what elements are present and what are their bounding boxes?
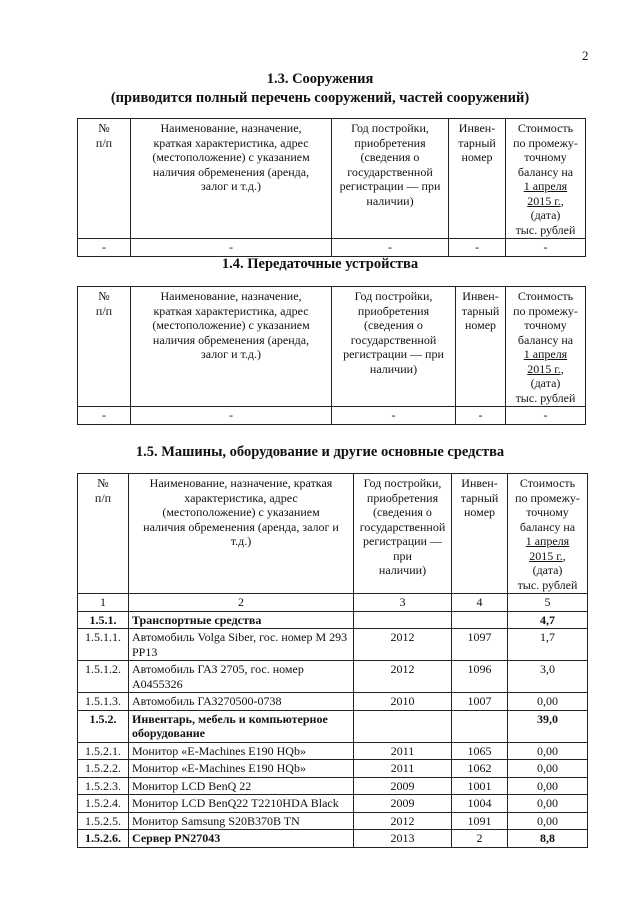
- row-year: 2010: [354, 693, 452, 711]
- row-number: 1.5.1.1.: [78, 629, 129, 661]
- row-inventory: 1096: [452, 661, 508, 693]
- section-1-5-title: 1.5. Машины, оборудование и другие основные средства: [135, 444, 505, 460]
- row-inventory: [452, 710, 508, 742]
- table-row: [78, 693, 588, 711]
- table-row: - - - - -: [78, 239, 586, 257]
- row-name: Инвентарь, мебель и компьютерное оборудование: [129, 710, 354, 742]
- row-number: 1.5.2.3.: [78, 777, 129, 795]
- col-name-header: Наименование, назначение, краткая характеристика, адрес (местоположение) с указанием наличия обременения (аренда, залог и т.д.): [131, 287, 332, 407]
- section-1-4-title: 1.4. Передаточные устройства: [221, 256, 419, 272]
- row-cost: 8,8: [508, 830, 588, 848]
- row-year: 2012: [354, 812, 452, 830]
- row-number: 1.5.1.2.: [78, 661, 129, 693]
- col-inventory-header: Инвен- тарный номер: [449, 119, 506, 239]
- row-number: 1.5.2.: [78, 710, 129, 742]
- row-number: 1.5.1.3.: [78, 693, 129, 711]
- row-name: Монитор «E-Machines E190 HQb»: [129, 760, 354, 778]
- col-year-header: Год постройки, приобретения (сведения о государственной регистрации — при наличии): [332, 119, 449, 239]
- row-year: 2009: [354, 795, 452, 813]
- row-number: 1.5.2.4.: [78, 795, 129, 813]
- row-cost: 0,00: [508, 760, 588, 778]
- row-year: 2011: [354, 760, 452, 778]
- transmission-devices-table: [77, 286, 586, 425]
- category-row: [78, 710, 588, 742]
- table-header-row: [78, 119, 586, 239]
- row-cost: 0,00: [508, 742, 588, 760]
- table-row: [78, 661, 588, 693]
- row-inventory: 1091: [452, 812, 508, 830]
- col-cost-header: Стоимость по промежу- точному балансу на 1 апреля 2015 г., (дата) тыс. рублей: [506, 287, 586, 407]
- table-row: [78, 760, 588, 778]
- section-1-3-subtitle: (приводится полный перечень сооружений, частей сооружений): [110, 90, 530, 106]
- row-name: Автомобиль Volga Siber, гос. номер М 293 РР13: [129, 629, 354, 661]
- row-year: 2012: [354, 661, 452, 693]
- row-number: 1.5.2.2.: [78, 760, 129, 778]
- section-1-3-title: 1.3. Сооружения: [266, 71, 374, 87]
- table-row: [78, 777, 588, 795]
- row-number: 1.5.2.5.: [78, 812, 129, 830]
- machinery-table: [77, 473, 588, 848]
- row-number: 1.5.2.6.: [78, 830, 129, 848]
- row-year: [354, 611, 452, 629]
- table-row: [78, 742, 588, 760]
- row-name: Автомобиль ГАЗ270500-0738: [129, 693, 354, 711]
- category-row: [78, 611, 588, 629]
- col-cost-header: Стоимость по промежу- точному балансу на 1 апреля 2015 г., (дата) тыс. рублей: [506, 119, 586, 239]
- col-number-header: № п/п: [78, 119, 131, 239]
- row-number: 1.5.2.1.: [78, 742, 129, 760]
- row-name: Транспортные средства: [129, 611, 354, 629]
- row-inventory: 1004: [452, 795, 508, 813]
- col-name-header: Наименование, назначение, краткая характеристика, адрес (местоположение) с указанием наличия обременения (аренда, залог и т.д.): [129, 474, 354, 594]
- row-name: Монитор LCD BenQ22 T2210HDA Black: [129, 795, 354, 813]
- col-inventory-header: Инвен- тарный номер: [456, 287, 506, 407]
- table-row: - - - - -: [78, 407, 586, 425]
- row-inventory: 1007: [452, 693, 508, 711]
- table-header-row: [78, 474, 588, 594]
- row-year: 2009: [354, 777, 452, 795]
- row-name: Автомобиль ГАЗ 2705, гос. номер А0455326: [129, 661, 354, 693]
- col-cost-header: Стоимость по промежу- точному балансу на 1 апреля 2015 г., (дата) тыс. рублей: [508, 474, 588, 594]
- table-header-row: [78, 287, 586, 407]
- row-cost: 0,00: [508, 795, 588, 813]
- table-row: [78, 812, 588, 830]
- row-inventory: 1097: [452, 629, 508, 661]
- row-name: Монитор Samsung S20B370B TN: [129, 812, 354, 830]
- row-inventory: 1065: [452, 742, 508, 760]
- row-inventory: 1001: [452, 777, 508, 795]
- row-cost: 39,0: [508, 710, 588, 742]
- row-cost: 1,7: [508, 629, 588, 661]
- row-inventory: [452, 611, 508, 629]
- table-row: [78, 629, 588, 661]
- row-cost: 3,0: [508, 661, 588, 693]
- row-name: Монитор «E-Machines E190 HQb»: [129, 742, 354, 760]
- row-year: 2011: [354, 742, 452, 760]
- row-number: 1.5.1.: [78, 611, 129, 629]
- col-year-header: Год постройки, приобретения (сведения о государственной регистрации — при наличии): [332, 287, 456, 407]
- row-year: [354, 710, 452, 742]
- row-cost: 4,7: [508, 611, 588, 629]
- row-cost: 0,00: [508, 812, 588, 830]
- page-number: 2: [582, 48, 589, 63]
- category-row: [78, 830, 588, 848]
- column-numbers-row: 1 2 3 4 5: [78, 594, 588, 612]
- row-inventory: 2: [452, 830, 508, 848]
- row-year: 2012: [354, 629, 452, 661]
- col-number-header: № п/п: [78, 474, 129, 594]
- structures-table: [77, 118, 586, 257]
- row-cost: 0,00: [508, 693, 588, 711]
- row-inventory: 1062: [452, 760, 508, 778]
- col-name-header: Наименование, назначение, краткая характеристика, адрес (местоположение) с указанием наличия обременения (аренда, залог и т.д.): [131, 119, 332, 239]
- col-year-header: Год постройки, приобретения (сведения о государственной регистрации — при наличии): [354, 474, 452, 594]
- row-name: Сервер PN27043: [129, 830, 354, 848]
- col-inventory-header: Инвен- тарный номер: [452, 474, 508, 594]
- col-number-header: № п/п: [78, 287, 131, 407]
- table-row: [78, 795, 588, 813]
- row-year: 2013: [354, 830, 452, 848]
- row-cost: 0,00: [508, 777, 588, 795]
- row-name: Монитор LCD BenQ 22: [129, 777, 354, 795]
